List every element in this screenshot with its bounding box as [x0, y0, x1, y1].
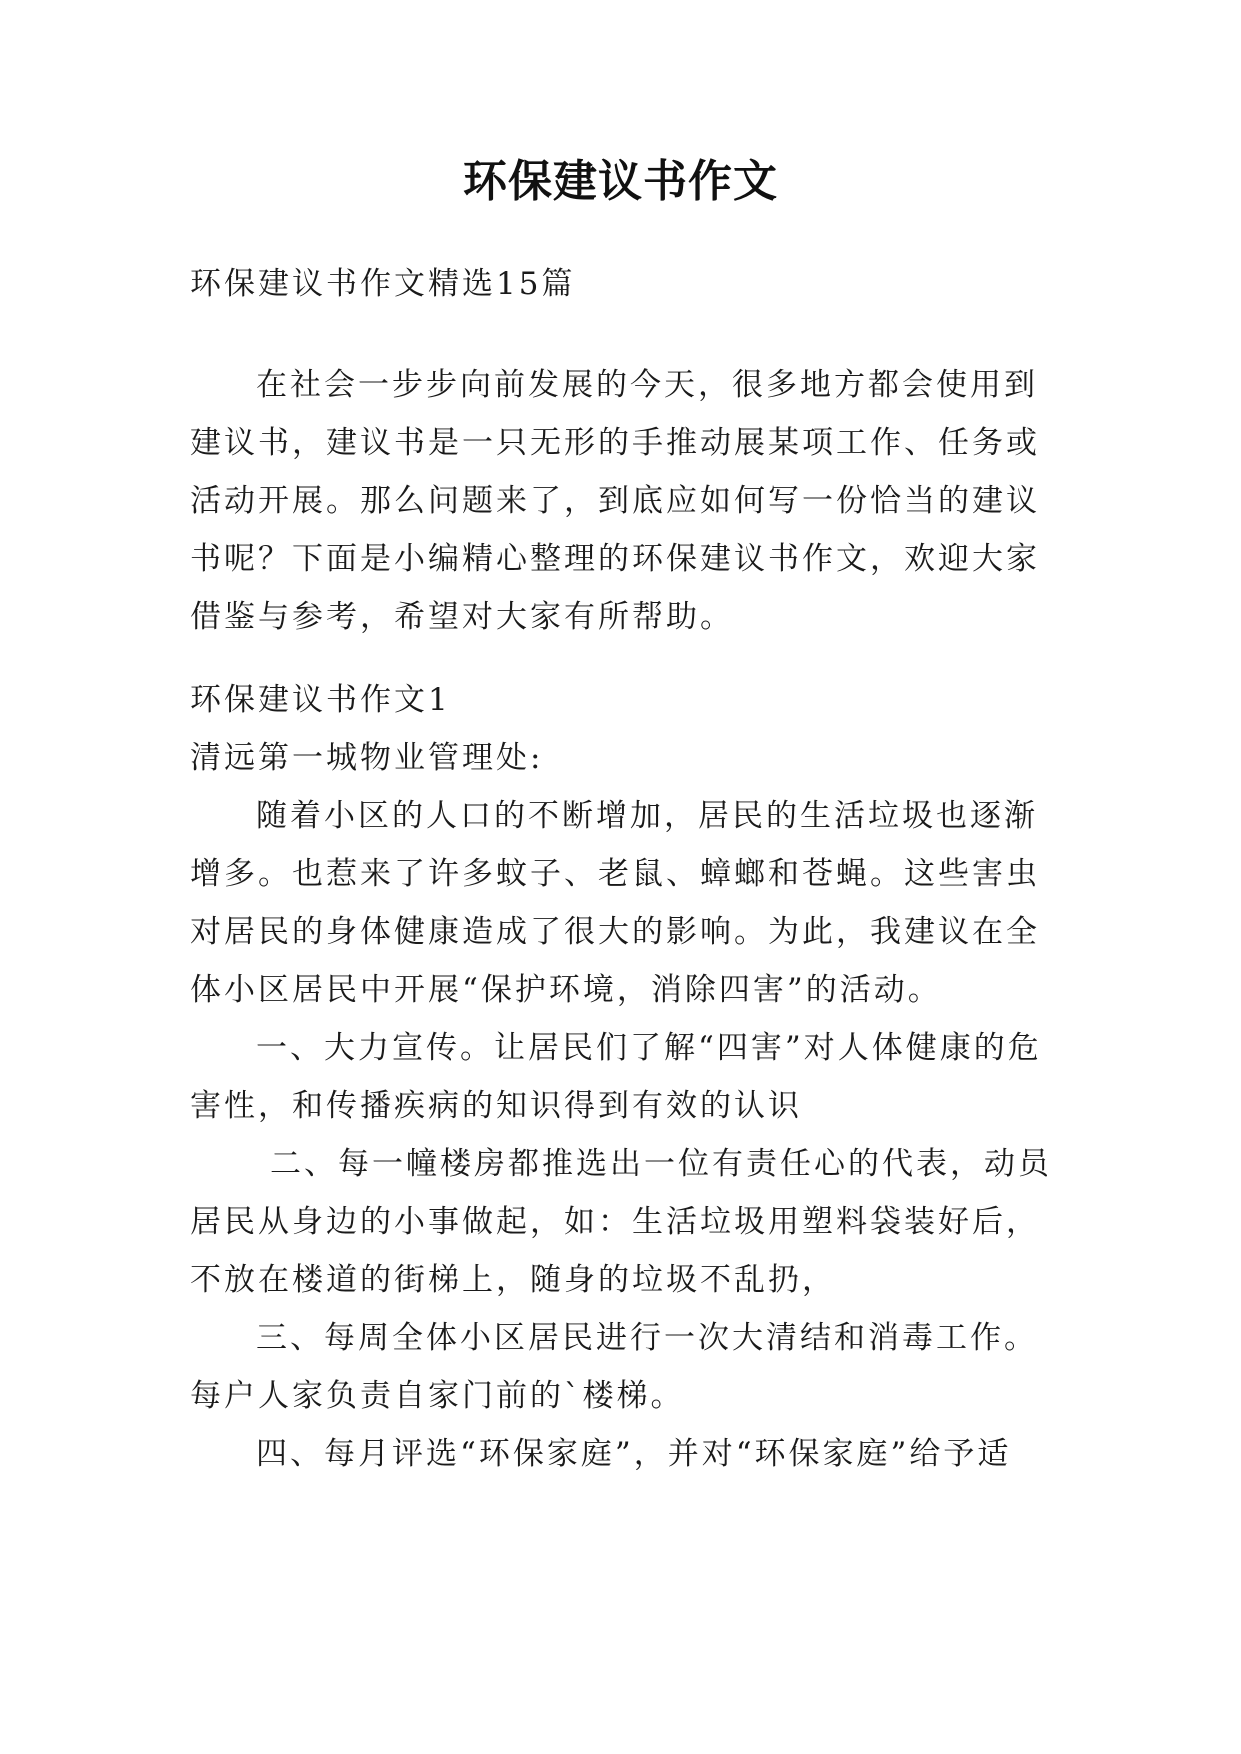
body-paragraph: 随着小区的人口的不断增加，居民的生活垃圾也逐渐增多。也惹来了许多蚊子、老鼠、蟑螂和苍蝇。这些害虫对居民的身体健康造成了很大的影响。为此，我建议在全体小区居民中开展“保护环境，消除四害”的活动。 — [190, 798, 1040, 1008]
body-paragraph: 一、大力宣传。让居民们了解“四害”对人体健康的危害性，和传播疾病的知识得到有效的认识 — [190, 1030, 1042, 1124]
body-paragraph: 四、每月评选“环保家庭”，并对“环保家庭”给予适 — [256, 1436, 1012, 1472]
document-subtitle: 环保建议书作文精选15篇 — [190, 266, 576, 302]
intro-paragraph: 在社会一步步向前发展的今天，很多地方都会使用到建议书，建议书是一只无形的手推动展某项工作、任务或活动开展。那么问题来了，到底应如何写一份恰当的建议书呢？下面是小编精心整理的环保建议书作文，欢迎大家借鉴与参考，希望对大家有所帮助。 — [190, 367, 1040, 635]
salutation: 清远第一城物业管理处: — [190, 740, 544, 776]
section-block — [190, 671, 1060, 1483]
body-paragraph: 三、每周全体小区居民进行一次大清结和消毒工作。每户人家负责自家门前的`楼梯。 — [190, 1320, 1038, 1414]
document-title: 环保建议书作文 — [463, 156, 778, 207]
document-subtitle-block — [190, 255, 1060, 313]
section-heading: 环保建议书作文1 — [190, 682, 451, 718]
intro-block — [190, 356, 1060, 646]
body-paragraph: 二、每一幢楼房都推选出一位有责任心的代表，动员居民从身边的小事做起，如：生活垃圾用塑料袋装好后，不放在楼道的街梯上，随身的垃圾不乱扔， — [190, 1146, 1052, 1298]
